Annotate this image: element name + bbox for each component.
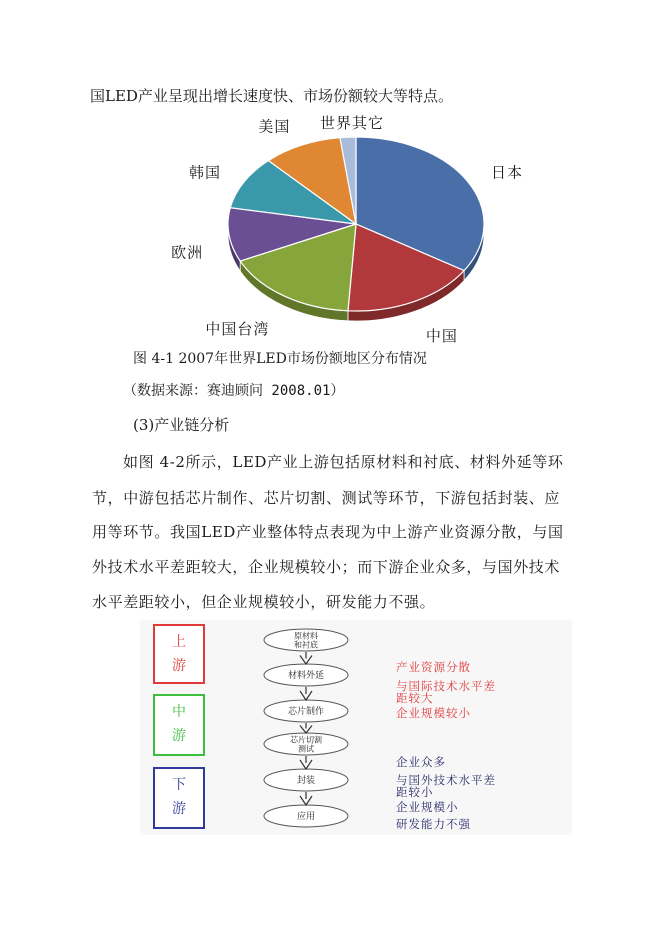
- pie-slice-label: 欧洲: [171, 243, 204, 262]
- lower-note: 企业众多: [396, 755, 446, 769]
- pie-slice-label: 韩国: [188, 163, 221, 182]
- upper-note: 距较大: [396, 691, 434, 705]
- para-line-5: 水平差距较小，但企业规模较小，研发能力不强。: [92, 593, 436, 611]
- pie-slice-label: 中国台湾: [205, 320, 270, 339]
- figure-4-1-caption: 图 4-1 2007年世界LED市场份额地区分布情况: [133, 351, 427, 367]
- stage-label: 上: [172, 634, 186, 650]
- intro-line: 国LED产业呈现出增长速度快、市场份额较大等特点。: [90, 87, 453, 105]
- stage-label: 游: [172, 728, 186, 744]
- para-line-1: 如图 4-2所示，LED产业上游包括原材料和衬底、材料外延等环: [123, 453, 564, 471]
- stage-label: 中: [172, 704, 186, 720]
- upper-note: 与国际技术水平差: [396, 679, 496, 693]
- flow-step-label: 原材料: [294, 631, 318, 641]
- lower-note: 与国外技术水平差: [396, 773, 496, 787]
- flow-step-label: 和衬底: [294, 640, 318, 650]
- flow-step-label: 芯片制作: [287, 707, 325, 717]
- lower-note: 企业规模小: [396, 800, 459, 814]
- pie-slice-label: 世界其它: [319, 114, 385, 132]
- flow-step-label: 应用: [296, 812, 316, 822]
- industry-chain-diagram: [140, 620, 572, 835]
- flow-step-label: 测试: [298, 744, 314, 754]
- section-heading: (3)产业链分析: [133, 416, 230, 434]
- stage-label: 游: [172, 801, 186, 817]
- para-line-2: 节，中游包括芯片制作、芯片切割、测试等环节，下游包括封装、应: [92, 489, 561, 507]
- stage-boxes: [154, 625, 204, 828]
- lower-note: 距较小: [396, 785, 434, 799]
- pie-slice-label: 中国: [425, 327, 458, 346]
- para-line-3: 用等环节。我国LED产业整体特点表现为中上游产业资源分散，与国: [92, 523, 564, 541]
- pie-slices: [228, 137, 484, 321]
- stage-label: 游: [172, 658, 186, 674]
- market-share-pie-chart: [150, 114, 570, 346]
- flow-step-label: 封装: [296, 776, 316, 786]
- figure-4-1-source: （数据来源：赛迪顾问 2008.01）: [123, 383, 345, 399]
- pie-slice-label: 美国: [258, 117, 291, 136]
- flow-step-label: 芯片切割: [290, 735, 322, 745]
- upper-note: 企业规模较小: [396, 706, 471, 720]
- upper-note: 产业资源分散: [396, 660, 471, 674]
- stage-label: 下: [172, 777, 186, 793]
- pie-slice-label: 日本: [491, 163, 524, 182]
- lower-note: 研发能力不强: [396, 817, 471, 831]
- flow-step-label: 材料外延: [287, 671, 325, 681]
- para-line-4: 外技术水平差距较大，企业规模较小；而下游企业众多，与国外技术: [92, 558, 561, 576]
